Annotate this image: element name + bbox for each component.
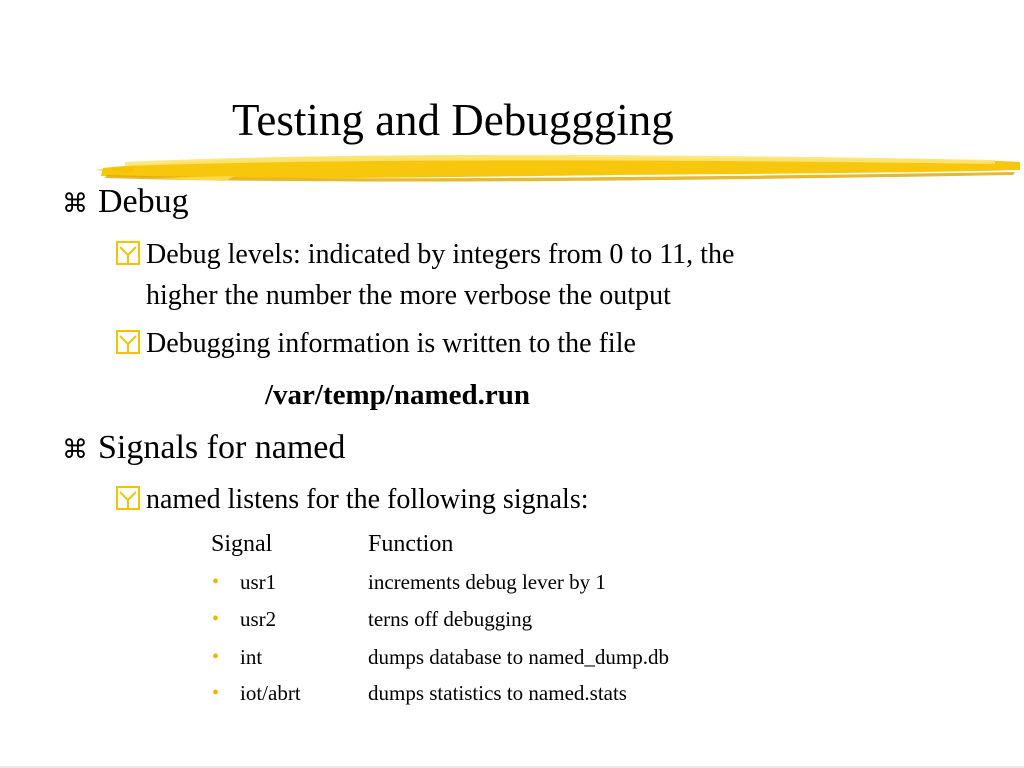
- command-icon: ⌘: [62, 189, 88, 219]
- section-debug-heading: ⌘ Debug: [62, 182, 189, 224]
- signal-name: int: [240, 645, 263, 669]
- signal-function: dumps statistics to named.stats: [368, 681, 627, 705]
- bullet-item: Debug levels: indicated by integers from 0 to 11, the: [116, 235, 734, 275]
- bullet-dot: •: [212, 571, 220, 593]
- checkbox-icon: [116, 330, 140, 354]
- table-row: [0, 603, 1024, 635]
- slide-title: Testing and Debuggging: [232, 95, 674, 145]
- signal-name: usr2: [240, 607, 277, 631]
- table-header-function: Function: [368, 531, 454, 557]
- command-icon: ⌘: [62, 435, 88, 465]
- bullet-dot: •: [212, 608, 220, 630]
- signal-name: usr1: [240, 570, 277, 594]
- title-underline-brush: [95, 148, 1024, 188]
- table-row: [0, 566, 1024, 598]
- signal-function: dumps database to named_dump.db: [368, 645, 669, 669]
- signal-name: iot/abrt: [240, 681, 301, 705]
- bullet-dot: •: [212, 682, 220, 704]
- checkbox-icon: [116, 241, 140, 265]
- file-path: /var/temp/named.run: [265, 379, 531, 411]
- table-header-signal: Signal: [211, 531, 273, 557]
- section-signals-heading: ⌘ Signals for named: [62, 428, 345, 470]
- signal-function: terns off debugging: [368, 607, 533, 631]
- table-row: [0, 677, 1024, 709]
- bullet-dot: •: [212, 646, 220, 668]
- table-row: [0, 641, 1024, 673]
- signal-function: increments debug lever by 1: [368, 570, 606, 594]
- bullet-item-continuation: higher the number the more verbose the output: [146, 280, 671, 311]
- bullet-item: Debugging information is written to the file: [116, 324, 636, 364]
- bullet-item: named listens for the following signals:: [116, 480, 589, 520]
- checkbox-icon: [116, 486, 140, 510]
